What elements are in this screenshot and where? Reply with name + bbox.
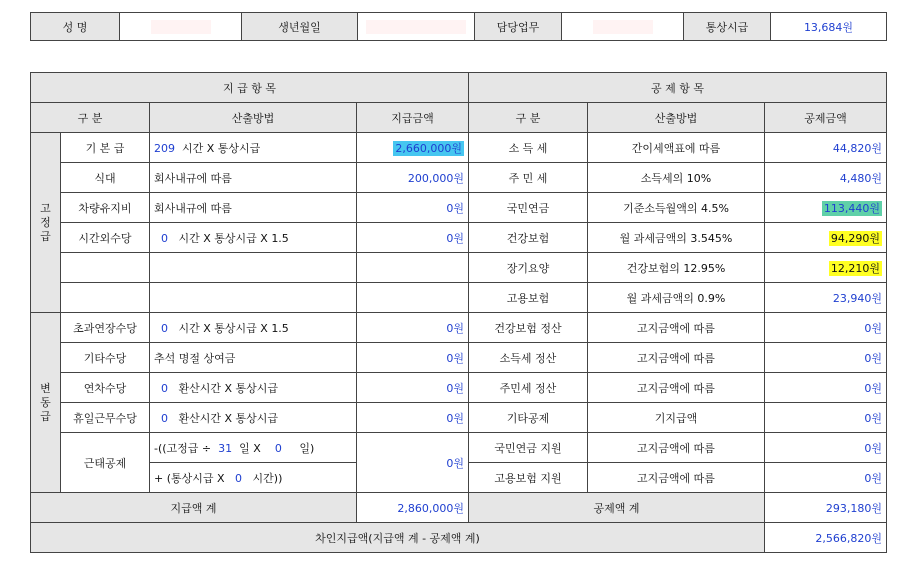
deduct-item-name: 주 민 세 <box>469 163 588 193</box>
pay-item-amount[interactable]: 0원 <box>357 223 469 253</box>
pay-item-amount[interactable]: 2,660,000원 <box>357 133 469 163</box>
pay-item-name <box>61 253 150 283</box>
pay-item-method: 0 환산시간 X 통상시급 <box>150 373 357 403</box>
deduct-item-amount[interactable]: 94,290원 <box>765 223 887 253</box>
annual-leave-hours[interactable]: 0 <box>161 381 168 395</box>
deduct-item-name: 건강보험 <box>469 223 588 253</box>
deduct-item-method: 고지금액에 따름 <box>588 463 765 493</box>
wage-label: 통상시급 <box>684 13 771 41</box>
wage-value[interactable]: 13,684원 <box>771 13 887 41</box>
absence-amount[interactable]: 0원 <box>357 433 469 493</box>
pay-item-method: 209 시간 X 통상시급 <box>150 133 357 163</box>
pay-item-method: 회사내규에 따름 <box>150 163 357 193</box>
pay-item-name: 초과연장수당 <box>61 313 150 343</box>
redacted-mark <box>151 20 211 34</box>
deduct-item-method: 간이세액표에 따름 <box>588 133 765 163</box>
deduct-item-name: 고용보험 <box>469 283 588 313</box>
variable-pay-group-label: 변 동 급 <box>31 313 61 493</box>
deduct-item-name: 국민연금 <box>469 193 588 223</box>
deduct-item-name: 기타공제 <box>469 403 588 433</box>
deduct-item-amount[interactable]: 4,480원 <box>765 163 887 193</box>
pay-item-method: 0 시간 X 통상시급 X 1.5 <box>150 223 357 253</box>
deduct-item-method: 월 과세금액의 3.545% <box>588 223 765 253</box>
pay-item-amount[interactable]: 200,000원 <box>357 163 469 193</box>
redacted-mark <box>366 20 466 34</box>
pay-item-name: 차량유지비 <box>61 193 150 223</box>
deduct-item-amount[interactable]: 0원 <box>765 343 887 373</box>
pay-item-name <box>61 283 150 313</box>
absence-month-days[interactable]: 31 <box>218 441 233 455</box>
deduct-category-header: 구 분 <box>469 103 588 133</box>
absence-name: 근태공제 <box>61 433 150 493</box>
pay-section-header: 지 급 항 목 <box>31 73 469 103</box>
fixed-pay-group-label: 고 정 급 <box>31 133 61 313</box>
deduct-item-amount[interactable]: 0원 <box>765 463 887 493</box>
deduct-item-method: 소득세의 10% <box>588 163 765 193</box>
net-pay-amount[interactable]: 2,566,820원 <box>765 523 887 553</box>
pay-total-amount[interactable]: 2,860,000원 <box>357 493 469 523</box>
deduct-item-method: 고지금액에 따름 <box>588 343 765 373</box>
deduct-item-name: 소득세 정산 <box>469 343 588 373</box>
name-value[interactable] <box>120 13 242 41</box>
deduct-item-amount[interactable]: 23,940원 <box>765 283 887 313</box>
deduct-item-amount[interactable]: 0원 <box>765 433 887 463</box>
pay-item-name: 기 본 급 <box>61 133 150 163</box>
deduct-item-amount[interactable]: 0원 <box>765 373 887 403</box>
deduct-item-method: 고지금액에 따름 <box>588 433 765 463</box>
pay-amount-header: 지급금액 <box>357 103 469 133</box>
duty-label: 담당업무 <box>475 13 562 41</box>
birth-value[interactable] <box>358 13 475 41</box>
absence-hours[interactable]: 0 <box>235 471 243 485</box>
deduct-item-method: 고지금액에 따름 <box>588 373 765 403</box>
payslip-table <box>30 72 887 553</box>
pay-category-header: 구 분 <box>31 103 150 133</box>
absence-formula-line1: -((고정급 ÷ 31 일 X 0 일) <box>150 433 357 463</box>
deduct-total-label: 공제액 계 <box>469 493 765 523</box>
deduct-item-method: 기준소득월액의 4.5% <box>588 193 765 223</box>
deduct-method-header: 산출방법 <box>588 103 765 133</box>
pay-item-amount[interactable] <box>357 283 469 313</box>
birth-label: 생년월일 <box>242 13 358 41</box>
pay-item-name: 시간외수당 <box>61 223 150 253</box>
base-hours[interactable]: 209 <box>154 141 175 155</box>
pay-item-amount[interactable]: 0원 <box>357 313 469 343</box>
pay-total-label: 지급액 계 <box>31 493 357 523</box>
redacted-mark <box>593 20 653 34</box>
deduct-amount-header: 공제금액 <box>765 103 887 133</box>
pay-item-amount[interactable]: 0원 <box>357 193 469 223</box>
deduct-item-amount[interactable]: 44,820원 <box>765 133 887 163</box>
deduct-total-amount[interactable]: 293,180원 <box>765 493 887 523</box>
pay-item-method: 회사내규에 따름 <box>150 193 357 223</box>
pay-item-method: 0 시간 X 통상시급 X 1.5 <box>150 313 357 343</box>
deduct-item-name: 소 득 세 <box>469 133 588 163</box>
deduct-item-amount[interactable]: 12,210원 <box>765 253 887 283</box>
pay-item-name: 연차수당 <box>61 373 150 403</box>
net-pay-label: 차인지급액(지급액 계 - 공제액 계) <box>31 523 765 553</box>
holiday-work-hours[interactable]: 0 <box>161 411 168 425</box>
extra-overtime-hours[interactable]: 0 <box>161 321 168 335</box>
pay-item-name: 식대 <box>61 163 150 193</box>
pay-item-amount[interactable] <box>357 253 469 283</box>
name-label: 성 명 <box>31 13 120 41</box>
deduct-item-method: 월 과세금액의 0.9% <box>588 283 765 313</box>
deduct-item-name: 건강보험 정산 <box>469 313 588 343</box>
absence-days[interactable]: 0 <box>274 441 282 455</box>
pay-item-method <box>150 283 357 313</box>
pay-item-method <box>150 253 357 283</box>
pay-item-amount[interactable]: 0원 <box>357 373 469 403</box>
pay-method-header: 산출방법 <box>150 103 357 133</box>
deduct-item-amount[interactable]: 113,440원 <box>765 193 887 223</box>
deduct-item-method: 건강보험의 12.95% <box>588 253 765 283</box>
deduct-item-name: 주민세 정산 <box>469 373 588 403</box>
overtime-hours[interactable]: 0 <box>161 231 168 245</box>
pay-item-name: 기타수당 <box>61 343 150 373</box>
absence-formula-line2: + (통상시급 X 0 시간)) <box>150 463 357 493</box>
deduct-item-method: 고지금액에 따름 <box>588 313 765 343</box>
deduct-item-name: 국민연금 지원 <box>469 433 588 463</box>
pay-item-method: 추석 명절 상여금 <box>150 343 357 373</box>
duty-value[interactable] <box>562 13 684 41</box>
deduct-section-header: 공 제 항 목 <box>469 73 887 103</box>
deduct-item-method: 기지급액 <box>588 403 765 433</box>
pay-item-amount[interactable]: 0원 <box>357 343 469 373</box>
deduct-item-name: 장기요양 <box>469 253 588 283</box>
pay-item-name: 휴일근무수당 <box>61 403 150 433</box>
deduct-item-amount[interactable]: 0원 <box>765 403 887 433</box>
deduct-item-amount[interactable]: 0원 <box>765 313 887 343</box>
deduct-item-name: 고용보험 지원 <box>469 463 588 493</box>
employee-info-table <box>30 12 887 41</box>
pay-item-method: 0 환산시간 X 통상시급 <box>150 403 357 433</box>
pay-item-amount[interactable]: 0원 <box>357 403 469 433</box>
